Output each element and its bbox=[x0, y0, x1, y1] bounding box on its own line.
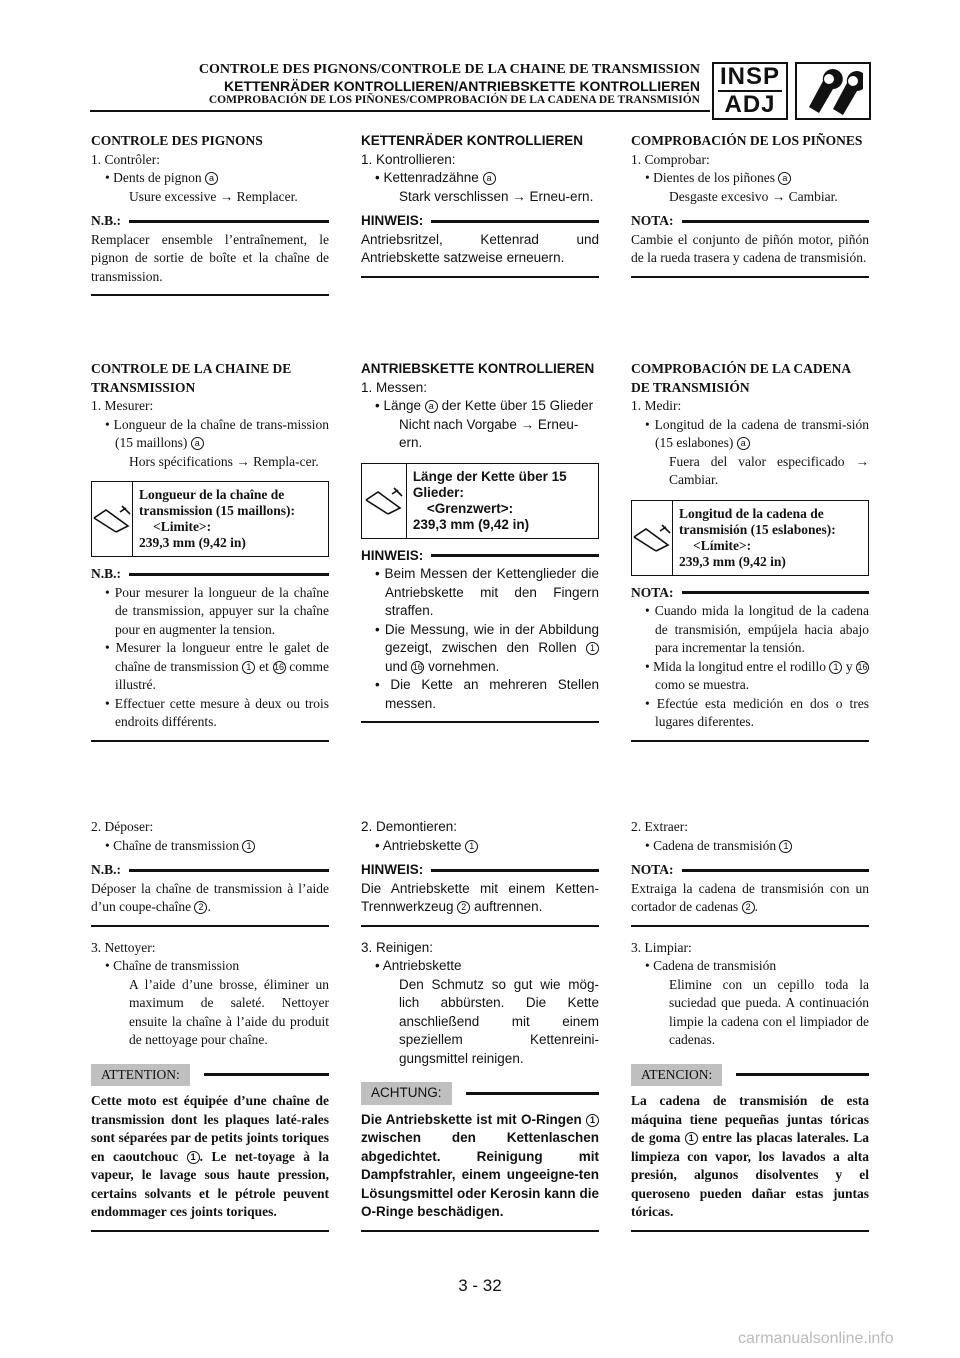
note-item: • Die Messung, wie in der Abbildung gezeigt, zwischen den Rollen 1 und 16 vornehmen. bbox=[375, 621, 599, 674]
end-rule bbox=[631, 925, 869, 927]
step-clean: 3. Limpiar: bbox=[631, 939, 692, 955]
step-remove: 2. Extraer: bbox=[631, 819, 688, 834]
note-item: • Die Kette an mehreren Stellen messen. bbox=[375, 677, 599, 711]
end-rule bbox=[631, 740, 869, 742]
ref-mark: a bbox=[483, 172, 496, 185]
fr-remove-clean-section: 2. Déposer: • Chaîne de transmission 1 N.B.: Déposer la chaîne de transmission à l’aide d’un coupe-chaîne 2 . 3. Nettoyer: • Chaîne de transmission A l’aide d’une brosse, éliminer un maximum de saleté. Nettoyer ensuite la chaîne à l’aide du produit de nettoyage pour chaîne. ATTENTION: Cette moto est équipée d’une chaîne de transmission dont les plaques laté-rales sont séparées par de petits joints toriques en caoutchouc 1 . Le net-toyage à la vapeur, le lavage sous haute pression, certains solvants et le pétrole peuvent endommager ces joints toriques. bbox=[91, 818, 329, 1232]
de-chain-section: ANTRIEBSKETTE KONTROLLIEREN 1. Messen: • Länge a der Kette über 15 Glieder Nicht nach Vorgabe → Erneu-ern. Länge der Kette über 15 Glieder: <Grenzwert>: 239,3 mm (9,42 in) HINWEIS: • Beim Messen der Kettenglieder die Antriebskette mit den Fingern straffen. • Die Messung, wie in der Abbildung gezeigt, zwischen den Rollen 1 und 16 vornehmen. • Die Kette an mehreren Stellen messen. bbox=[361, 360, 599, 723]
note-label: NOTA: bbox=[631, 584, 674, 600]
ref-mark: 16 bbox=[412, 661, 423, 672]
note-label: NOTA: bbox=[631, 213, 674, 228]
step-remove: 2. Demontieren: bbox=[361, 819, 458, 834]
end-rule bbox=[361, 925, 599, 927]
step-remove: 2. Déposer: bbox=[91, 819, 154, 834]
insp-adj-badge bbox=[712, 62, 788, 120]
header-title-de: KETTENRÄDER KONTROLLIEREN/ANTRIEBSKETTE KONTROLLIEREN bbox=[224, 78, 700, 95]
badge-insp: INSP bbox=[719, 63, 780, 90]
spec-value: 239,3 mm (9,42 in) bbox=[679, 553, 786, 569]
ref-mark: 1 bbox=[685, 1132, 698, 1145]
bullet-text: • Dents de pignon bbox=[105, 170, 202, 185]
header-title-es: COMPROBACIÓN DE LOS PIÑONES/COMPROBACIÓN DE LA CADENA DE TRANSMISIÓN bbox=[208, 94, 700, 107]
page-header bbox=[0, 62, 700, 107]
ref-mark: 1 bbox=[242, 661, 255, 674]
warning-label: ACHTUNG: bbox=[361, 1082, 452, 1105]
bullet-text: • Antriebskette bbox=[375, 958, 462, 973]
bullet-sub: Nicht nach Vorgabe → Erneu-ern. bbox=[399, 416, 579, 450]
spec-limit-label: <Limite>: bbox=[153, 519, 212, 534]
ref-mark: 16 bbox=[857, 661, 868, 672]
de-sprocket-section bbox=[361, 132, 599, 278]
bullet-sub: Den Schmutz so gut wie mög-lich abbürsten. Die Kette anschließend mit einem speziellem Kettenreini-gungsmittel reinigen. bbox=[399, 976, 599, 1066]
bullet-text: • Kettenradzähne bbox=[375, 170, 479, 185]
measure-tool-icon bbox=[92, 482, 133, 556]
section-title: COMPROBACIÓN DE LA CADENA DE TRANSMISIÓN bbox=[631, 361, 851, 395]
header-title-fr: CONTROLE DES PIGNONS/CONTROLE DE LA CHAINE DE TRANSMISSION bbox=[198, 62, 700, 77]
fr-sprocket-section bbox=[91, 132, 329, 296]
bullet-sub: A l’aide d’une brosse, éliminer un maximum de saleté. Nettoyer ensuite la chaîne à l’aide du produit de nettoyage pour chaîne. bbox=[129, 976, 329, 1047]
step-check: 1. Contrôler: bbox=[91, 151, 160, 167]
note-item: • Efectúe esta medición en dos o tres lugares diferentes. bbox=[645, 695, 869, 729]
note-item: • Beim Messen der Kettenglieder die Antriebskette mit den Fingern straffen. bbox=[375, 566, 599, 618]
page-number: 3 - 32 bbox=[458, 1276, 502, 1295]
ref-mark: 1 bbox=[187, 1151, 200, 1164]
spec-limit-label: <Límite>: bbox=[693, 537, 752, 553]
bullet-sub: Elimine con un cepillo toda la suciedad que pueda. A continuación limpie la cadena con el limpiador de cadenas. bbox=[669, 976, 869, 1047]
step-measure: 1. Medir: bbox=[631, 398, 682, 413]
bullet-text: • Dientes de los piñones bbox=[645, 170, 775, 185]
note-text: Cambie el conjunto de piñón motor, piñón de la rueda trasera y cadena de transmisión. bbox=[631, 231, 869, 265]
bullet-sub: Desgaste excesivo → Cambiar. bbox=[669, 188, 838, 204]
note-label: HINWEIS: bbox=[361, 547, 424, 563]
spec-value: 239,3 mm (9,42 in) bbox=[412, 516, 530, 532]
section-title: CONTROLE DE LA CHAINE DE TRANSMISSION bbox=[91, 361, 292, 395]
end-rule bbox=[361, 1230, 599, 1232]
end-rule bbox=[631, 276, 869, 278]
step-measure: 1. Messen: bbox=[361, 379, 428, 395]
note-item: • Pour mesurer la longueur de la chaîne de transmission, appuyer sur la chaîne pour en augmenter la tension. bbox=[105, 584, 329, 637]
spec-value: 239,3 mm (9,42 in) bbox=[139, 535, 246, 550]
es-remove-clean-section: 2. Extraer: • Cadena de transmisión 1 NOTA: Extraiga la cadena de transmisión con un cortador de cadenas 2 . 3. Limpiar: • Cadena de transmisión Elimine con un cepillo toda la suciedad que pueda. A continuación limpie la cadena con el limpiador de cadenas. ATENCION: La cadena de transmisión de esta máquina tiene pequeñas juntas tóricas de goma 1 entre las placas laterales. La limpieza con vapor, los lavados a alta presión, algunos disolventes y el queroseno pueden dañar estas juntas tóricas. bbox=[631, 818, 869, 1232]
spec-label: Longueur de la chaîne de transmission (15 maillons): bbox=[139, 487, 296, 518]
measure-tool-icon bbox=[632, 501, 673, 575]
bullet-sub: Fuera del valor especificado → Cambiar. bbox=[669, 453, 869, 487]
spec-label: Länge der Kette über 15 Glieder: bbox=[412, 468, 567, 500]
note-item: • Effectuer cette mesure à deux ou trois endroits différents. bbox=[105, 695, 329, 729]
ref-mark: a bbox=[205, 172, 218, 185]
wrench-icon bbox=[795, 62, 871, 120]
ref-mark: 2 bbox=[457, 901, 470, 914]
note-item: • Cuando mida la longitud de la cadena de transmisión, empújela hacia abajo para incrementar la tensión. bbox=[645, 603, 869, 655]
es-chain-section bbox=[631, 360, 869, 742]
note-label: N.B.: bbox=[91, 862, 121, 877]
step-clean: 3. Reinigen: bbox=[361, 939, 434, 955]
spec-box bbox=[631, 500, 869, 576]
de-remove-clean-section: 2. Demontieren: • Antriebskette 1 HINWEIS: Die Antriebskette mit einem Ketten-Trennwerkzeug 2 auftrennen. 3. Reinigen: • Antriebskette Den Schmutz so gut wie mög-lich abbürsten. Die Kette anschließend mit einem speziellem Kettenreini-gungsmittel reinigen. ACHTUNG: Die Antriebskette ist mit O-Ringen 1 zwischen den Kettenlaschen abgedichtet. Reinigung mit Dampfstrahler, einem ungeeigne-ten Lösungsmittel oder Kerosin kann die O-Ringe beschädigen. bbox=[361, 818, 599, 1232]
note-label: HINWEIS: bbox=[361, 862, 424, 877]
spec-box bbox=[91, 481, 329, 557]
ref-mark: 1 bbox=[779, 840, 792, 853]
bullet-sub: Usure excessive → Remplacer. bbox=[129, 188, 298, 204]
end-rule bbox=[91, 740, 329, 742]
end-rule bbox=[91, 294, 329, 296]
end-rule bbox=[91, 1230, 329, 1232]
spec-box bbox=[361, 463, 599, 539]
ref-mark: a bbox=[191, 437, 204, 450]
spec-limit-label: <Grenzwert>: bbox=[426, 500, 514, 516]
ref-mark: 1 bbox=[586, 1114, 599, 1127]
ref-mark: 2 bbox=[194, 901, 207, 914]
note-label: N.B.: bbox=[91, 566, 121, 581]
note-item: • Mesurer la longueur entre le galet de chaîne de transmission 1 et 16 comme illustré. bbox=[105, 640, 330, 692]
bullet-text: • Longitud de la cadena de transmi-sión (15 eslabones) bbox=[645, 416, 869, 450]
bullet-sub: Stark verschlissen → Erneu-ern. bbox=[399, 188, 594, 204]
ref-mark: a bbox=[737, 437, 750, 450]
bullet-text: • Longueur de la chaîne de trans-mission (15 maillons) bbox=[105, 416, 329, 450]
ref-mark: a bbox=[778, 172, 791, 185]
spec-label: Longitud de la cadena de transmisión (15 eslabones): bbox=[679, 505, 836, 537]
end-rule bbox=[91, 925, 329, 927]
ref-mark: 16 bbox=[274, 661, 285, 672]
bullet-text: • Chaîne de transmission bbox=[105, 958, 240, 973]
end-rule bbox=[361, 276, 599, 278]
bullet-sub: Hors spécifications → Rempla-cer. bbox=[129, 453, 319, 469]
warning-label: ATENCION: bbox=[631, 1064, 722, 1087]
note-label: NOTA: bbox=[631, 862, 674, 877]
section-title: ANTRIEBSKETTE KONTROLLIEREN bbox=[361, 361, 595, 376]
es-sprocket-section bbox=[631, 132, 869, 278]
step-clean: 3. Nettoyer: bbox=[91, 939, 156, 955]
ref-mark: 1 bbox=[829, 661, 842, 674]
measure-tool-icon bbox=[362, 464, 407, 538]
note-text: Remplacer ensemble l’entraînement, le pignon de sortie de boîte et la chaîne de transmission. bbox=[91, 231, 329, 284]
ref-mark: 1 bbox=[465, 840, 478, 853]
fr-chain-section bbox=[91, 360, 329, 742]
ref-mark: 1 bbox=[242, 840, 255, 853]
step-check: 1. Comprobar: bbox=[631, 151, 710, 167]
section-title: COMPROBACIÓN DE LOS PIÑONES bbox=[631, 133, 863, 148]
ref-mark: a bbox=[425, 400, 438, 413]
ref-mark: 2 bbox=[742, 901, 755, 914]
ref-mark: 1 bbox=[586, 642, 599, 655]
end-rule bbox=[631, 1230, 869, 1232]
note-label: N.B.: bbox=[91, 213, 121, 228]
note-text: Antriebsritzel, Kettenrad und Antriebskette satzweise erneuern. bbox=[361, 231, 599, 265]
warning-label: ATTENTION: bbox=[91, 1064, 190, 1087]
watermark: carmanualsonline.info bbox=[738, 1330, 894, 1347]
section-title: CONTROLE DES PIGNONS bbox=[91, 133, 263, 148]
note-item: • Mida la longitud entre el rodillo 1 y 16 como se muestra. bbox=[645, 658, 868, 692]
badge-adj: ADJ bbox=[724, 91, 776, 118]
end-rule bbox=[361, 721, 599, 723]
header-rule bbox=[90, 110, 710, 112]
section-title: KETTENRÄDER KONTROLLIEREN bbox=[361, 133, 583, 148]
step-check: 1. Kontrollieren: bbox=[361, 151, 456, 167]
step-measure: 1. Mesurer: bbox=[91, 398, 154, 413]
note-label: HINWEIS: bbox=[361, 213, 424, 228]
bullet-text: • Cadena de transmisión bbox=[645, 958, 777, 973]
